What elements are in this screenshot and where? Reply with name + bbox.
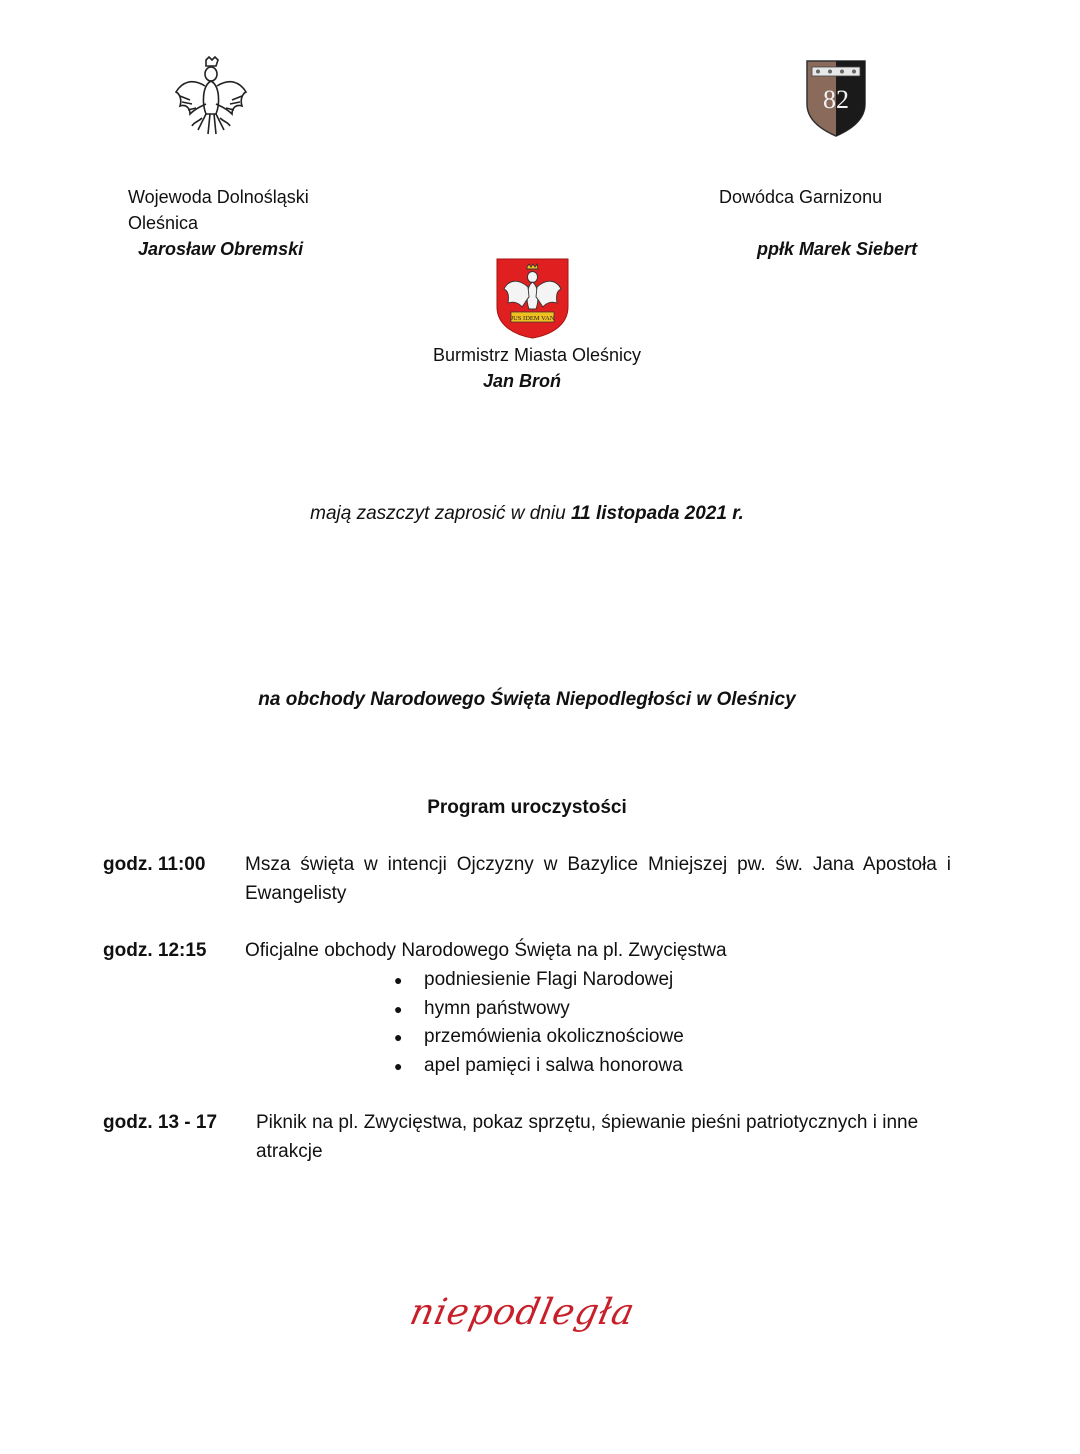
event-title: na obchody Narodowego Święta Niepodległości w Oleśnicy (258, 689, 796, 710)
list-item: ● podniesienie Flagi Narodowej (394, 966, 894, 995)
center-header (340, 342, 740, 394)
voivode-title: Wojewoda Dolnośląski (128, 187, 309, 207)
left-header (128, 184, 388, 262)
unit-number: 82 (823, 85, 849, 114)
voivode-place: Oleśnica (128, 213, 199, 233)
program-text-1: Msza święta w intencji Ojczyzny w Bazylice Mniejszej pw. św. Jana Apostoła i Ewangelisty (245, 854, 951, 904)
program-time-2: godz. 12:15 (103, 940, 207, 961)
garrison-commander-title: Dowódca Garnizonu (719, 187, 883, 207)
program-text-3: Piknik na pl. Zwycięstwa, pokaz sprzętu, śpiewanie pieśni patriotycznych i inne atrakcje (256, 1112, 919, 1162)
unit-82-shield-emblem (804, 58, 868, 138)
garrison-commander-name: ppłk Marek Siebert (757, 239, 918, 259)
mayor-name: Jan Broń (482, 371, 561, 391)
invitation-line (0, 499, 1054, 528)
program-text-2: Oficjalne obchody Narodowego Święta na pl. Zwycięstwa (245, 940, 727, 961)
invitation-date: 11 listopada 2021 r. (570, 503, 744, 524)
voivode-name: Jarosław Obremski (138, 239, 304, 259)
crest-motto: JUS IDEM VAN (510, 315, 555, 322)
list-item: ● hymn państwowy (394, 995, 894, 1024)
invitation-text: mają zaszczyt zaprosić w dniu (310, 503, 571, 524)
program-bullet-list (394, 966, 894, 1080)
mayor-title: Burmistrz Miasta Oleśnicy (432, 345, 642, 365)
right-header (710, 184, 940, 262)
program-heading: Program uroczystości (427, 797, 627, 818)
olesnica-coat-of-arms (495, 257, 570, 340)
niepodlegla-logo-text: niepodległa (410, 1290, 640, 1333)
polish-eagle-emblem (172, 56, 250, 140)
list-item: ● apel pamięci i salwa honorowa (394, 1052, 894, 1081)
program-time-1: godz. 11:00 (103, 854, 206, 875)
list-item: ● przemówienia okolicznościowe (394, 1023, 894, 1052)
program-time-3: godz. 13 - 17 (103, 1112, 218, 1133)
niepodlegla-logo (410, 1278, 670, 1344)
